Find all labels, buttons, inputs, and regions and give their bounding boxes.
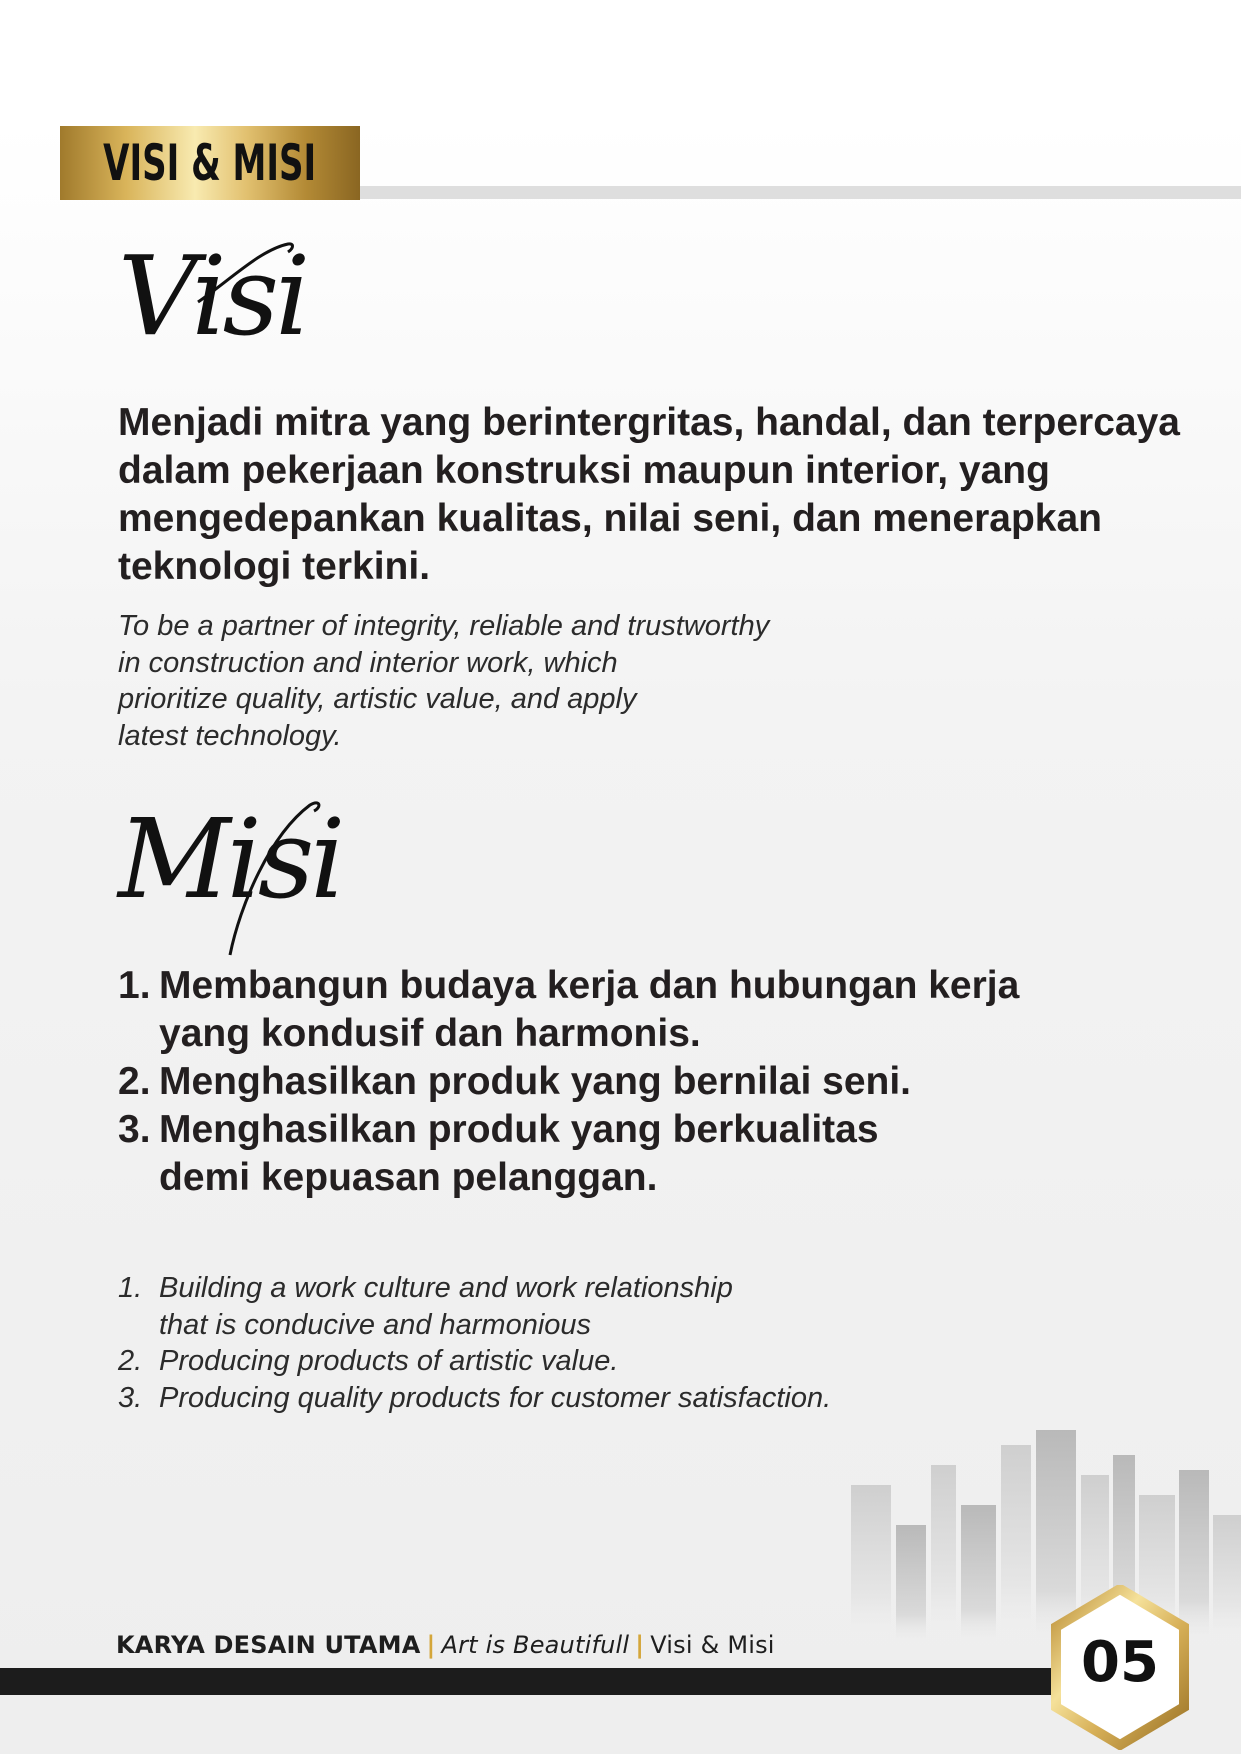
footer-section: Visi & Misi <box>650 1631 775 1659</box>
list-item <box>118 1343 831 1380</box>
visi-id-line: dalam pekerjaan konstruksi maupun interior, yang <box>118 449 1050 492</box>
list-number: 3. <box>118 1108 151 1151</box>
visi-id-line: mengedepankan kualitas, nilai seni, dan menerapkan <box>118 497 1103 540</box>
footer-tagline: Art is Beautifull <box>441 1631 630 1659</box>
visi-en-line: latest technology. <box>118 719 342 752</box>
visi-statement-id <box>118 399 1180 591</box>
visi-statement-en <box>118 608 769 754</box>
visi-id-line: teknologi terkini. <box>118 545 431 588</box>
footer-separator: | <box>426 1631 436 1659</box>
misi-swash-decoration <box>210 795 330 965</box>
misi-list-en <box>118 1270 831 1416</box>
visi-en-line: prioritize quality, artistic value, and apply <box>118 683 637 715</box>
misi-list-id <box>118 962 1019 1202</box>
list-number: 1. <box>118 1272 143 1304</box>
list-text: Membangun budaya kerja dan hubungan kerja <box>159 964 1020 1007</box>
section-title: VISI & MISI <box>103 134 317 192</box>
list-item <box>118 1270 831 1343</box>
list-number: 2. <box>118 1345 143 1377</box>
footer-separator: | <box>635 1631 645 1659</box>
list-item <box>118 1058 1019 1106</box>
page-number: 05 <box>1081 1630 1159 1695</box>
list-number: 1. <box>118 964 151 1007</box>
list-number: 2. <box>118 1060 151 1103</box>
misi-heading-text: Misi <box>118 795 342 923</box>
list-text: Menghasilkan produk yang berkualitas <box>159 1108 879 1151</box>
footer-bar <box>0 1668 1080 1695</box>
list-number: 3. <box>118 1381 143 1414</box>
list-text: Menghasilkan produk yang bernilai seni. <box>159 1060 912 1103</box>
list-text: Building a work culture and work relationship <box>159 1272 733 1304</box>
visi-en-line: To be a partner of integrity, reliable and trustworthy <box>118 610 770 642</box>
list-item <box>118 1106 1019 1202</box>
section-header-band <box>60 126 360 200</box>
list-text: Producing products of artistic value. <box>159 1345 619 1377</box>
list-text: that is conducive and harmonious <box>159 1308 592 1341</box>
visi-id-line: Menjadi mitra yang berintergritas, handal, dan terpercaya <box>118 401 1180 444</box>
list-text: yang kondusif dan harmonis. <box>159 1012 701 1055</box>
visi-en-line: in construction and interior work, which <box>118 646 618 679</box>
list-item <box>118 1380 831 1417</box>
list-text: demi kepuasan pelanggan. <box>159 1156 658 1199</box>
list-item <box>118 962 1019 1058</box>
list-text: Producing quality products for customer satisfaction. <box>159 1381 832 1414</box>
header-rule <box>360 186 1241 199</box>
visi-heading-text: Visi <box>118 232 307 360</box>
visi-swash-decoration <box>190 240 300 310</box>
footer-caption <box>116 1631 775 1659</box>
footer-company: KARYA DESAIN UTAMA <box>116 1631 421 1659</box>
